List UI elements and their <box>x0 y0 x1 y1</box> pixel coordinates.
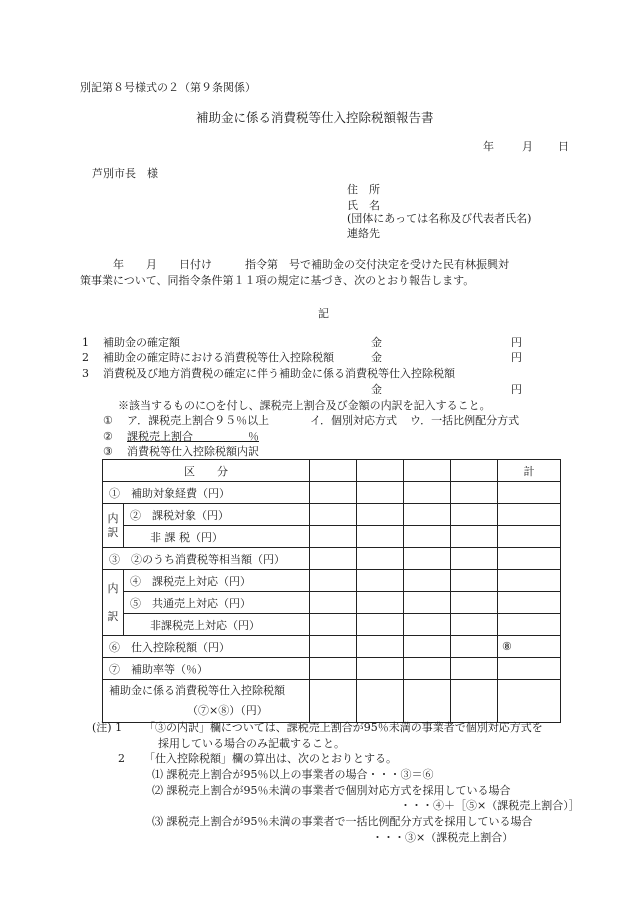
item3-label: 消費税及び地方消費税の確定に伴う補助金に係る消費税等仕入控除税額 <box>103 367 455 380</box>
row-subsidy-rate-label: ⑦ 補助率等（％） <box>103 658 310 680</box>
table-cell[interactable] <box>310 526 357 548</box>
note1-label: (注) 1 <box>92 721 123 734</box>
table-cell[interactable] <box>357 570 404 592</box>
note2-label: 2 <box>118 752 125 765</box>
table-cell[interactable] <box>404 526 451 548</box>
note2-point3: ⑶ 課税売上割合が95％未満の事業者で一括比例配分方式を採用している場合 <box>152 815 533 828</box>
breakdown-table <box>102 459 561 723</box>
table-row <box>103 680 561 723</box>
note2-text: 「仕入控除税額」欄の算出は、次のとおりとする。 <box>144 752 397 765</box>
row-input-deduction-label: ⑥ 仕入控除税額（円） <box>103 636 310 658</box>
date-month: 月 <box>522 140 533 153</box>
table-cell[interactable] <box>357 680 404 723</box>
applicant-name: 氏 名 <box>347 199 380 212</box>
table-row <box>103 504 561 526</box>
table-cell[interactable] <box>310 636 357 658</box>
note2-point3-formula: ・・・③×（課税売上割合） <box>372 831 514 844</box>
table-cell[interactable] <box>498 614 561 636</box>
table-row <box>103 614 561 636</box>
applicant-group-note: (団体にあっては名称及び代表者氏名) <box>347 212 532 225</box>
table-cell[interactable] <box>357 592 404 614</box>
item2-en: 円 <box>511 351 522 364</box>
document-title: 補助金に係る消費税等仕入控除税額報告書 <box>196 110 434 125</box>
applicant-address: 住 所 <box>347 183 380 196</box>
table-row <box>103 526 561 548</box>
table-cell[interactable] <box>498 482 561 504</box>
table-cell[interactable] <box>404 570 451 592</box>
row-taxable-sales-label: ④ 課税売上対応（円） <box>124 570 310 592</box>
note2-point1: ⑴ 課税売上割合が95％以上の事業者の場合・・・③＝⑥ <box>152 768 434 781</box>
table-cell[interactable] <box>451 460 498 482</box>
table-header-row <box>103 460 561 482</box>
table-cell[interactable] <box>310 548 357 570</box>
table-cell[interactable] <box>404 460 451 482</box>
option-circle-3: ③ <box>103 445 113 458</box>
date-day: 日 <box>558 140 569 153</box>
applicant-contact: 連絡先 <box>347 227 380 240</box>
row-consumption-tax-label: ③ ②のうち消費税等相当額（円） <box>103 548 310 570</box>
item3-number: 3 <box>82 367 89 380</box>
option-a: ア．課税売上割合９５％以上 <box>127 414 270 427</box>
table-cell[interactable] <box>451 548 498 570</box>
header-kubun: 区 分 <box>103 460 310 482</box>
table-cell[interactable] <box>404 636 451 658</box>
table-cell[interactable] <box>451 658 498 680</box>
row-common-sales-label: ⑤ 共通売上対応（円） <box>124 592 310 614</box>
table-cell[interactable] <box>357 658 404 680</box>
date-year: 年 <box>483 140 494 153</box>
addressee: 芦別市長 様 <box>92 167 158 180</box>
table-cell[interactable] <box>357 636 404 658</box>
table-cell[interactable] <box>404 504 451 526</box>
table-row <box>103 636 561 658</box>
table-row <box>103 658 561 680</box>
table-cell[interactable] <box>451 526 498 548</box>
table-cell[interactable] <box>310 680 357 723</box>
table-cell[interactable] <box>310 482 357 504</box>
note1-text-a: 「③の内訳」欄については、課税売上割合が95％未満の事業者で個別対応方式を <box>144 721 543 734</box>
table-cell[interactable] <box>357 504 404 526</box>
option-circle-2: ② <box>103 430 113 443</box>
item2-number: 2 <box>82 351 89 364</box>
table-cell[interactable] <box>310 658 357 680</box>
table-cell[interactable] <box>451 570 498 592</box>
table-cell[interactable] <box>498 548 561 570</box>
breakdown-label: 消費税等仕入控除税額内訳 <box>127 445 259 458</box>
table-cell[interactable] <box>498 680 561 723</box>
note2-point2: ⑵ 課税売上割合が95％未満の事業者で個別対応方式を採用している場合 <box>152 784 511 797</box>
instructions: ※該当するものに○を付し、課税売上割合及び金額の内訳を記入すること。 <box>118 399 491 412</box>
table-cell[interactable] <box>451 482 498 504</box>
table-cell[interactable] <box>498 592 561 614</box>
option-i: イ．個別対応方式 <box>310 414 398 427</box>
table-cell[interactable] <box>310 460 357 482</box>
table-cell[interactable] <box>357 482 404 504</box>
table-cell[interactable] <box>404 614 451 636</box>
table-cell[interactable] <box>404 680 451 723</box>
note2-point2-formula: ・・・④＋［⑤×（課税売上割合）］ <box>400 799 580 812</box>
item1-en: 円 <box>511 336 522 349</box>
table-cell[interactable] <box>498 526 561 548</box>
table-cell[interactable] <box>404 548 451 570</box>
uchiwake-label-2: 内 訳 <box>103 570 124 636</box>
uchiwake-label-1: 内 訳 <box>103 504 124 548</box>
table-cell[interactable] <box>310 504 357 526</box>
form-id: 別記第８号様式の２（第９条関係） <box>80 81 256 94</box>
table-cell[interactable] <box>357 548 404 570</box>
item3-en: 円 <box>511 383 522 396</box>
table-cell[interactable] <box>451 680 498 723</box>
table-row <box>103 548 561 570</box>
table-row <box>103 482 561 504</box>
table-row <box>103 592 561 614</box>
item3-kin: 金 <box>371 383 382 396</box>
table-cell[interactable] <box>451 636 498 658</box>
option-circle-1: ① <box>103 414 113 427</box>
table-row <box>103 570 561 592</box>
table-cell[interactable] <box>451 592 498 614</box>
body-text-line1: 年 月 日付け 指令第 号で補助金の交付決定を受けた民有林振興対 <box>80 258 509 271</box>
table-cell[interactable] <box>310 570 357 592</box>
row-nontaxable-sales-label: 非課税売上対応（円） <box>124 614 310 636</box>
item1-number: 1 <box>82 336 89 349</box>
table-cell[interactable] <box>357 614 404 636</box>
ki-heading: 記 <box>318 307 329 320</box>
table-cell[interactable] <box>404 658 451 680</box>
table-cell[interactable] <box>498 570 561 592</box>
item1-kin: 金 <box>371 336 382 349</box>
row-nontaxable-label: 非 課 税（円） <box>124 526 310 548</box>
table-cell[interactable] <box>451 614 498 636</box>
row-subsidy-deduction-label: 補助金に係る消費税等仕入控除税額 （⑦×⑧）（円） <box>103 680 310 723</box>
row-taxable-label: ② 課税対象（円） <box>124 504 310 526</box>
table-cell[interactable] <box>310 614 357 636</box>
table-cell[interactable] <box>404 482 451 504</box>
table-cell[interactable] <box>498 658 561 680</box>
table-cell[interactable] <box>310 592 357 614</box>
row-input-deduction-total: ⑧ <box>498 636 561 658</box>
item2-kin: 金 <box>371 351 382 364</box>
table-cell[interactable] <box>357 460 404 482</box>
table-cell[interactable] <box>451 504 498 526</box>
header-total: 計 <box>498 460 561 482</box>
item2-label: 補助金の確定時における消費税等仕入控除税額 <box>103 351 334 364</box>
item1-label: 補助金の確定額 <box>103 336 180 349</box>
table-cell[interactable] <box>498 504 561 526</box>
body-text-line2: 策事業について、同指令条件第１１項の規定に基づき、次のとおり報告します。 <box>80 274 475 287</box>
option-u: ウ．一括比例配分方式 <box>410 414 520 427</box>
table-cell[interactable] <box>357 526 404 548</box>
row-subsidy-expense-label: ① 補助対象経費（円） <box>103 482 310 504</box>
note1-text-b: 採用している場合のみ記載すること。 <box>158 737 345 750</box>
tax-ratio-field: 課税売上割合 ％ <box>127 430 259 443</box>
table-cell[interactable] <box>404 592 451 614</box>
